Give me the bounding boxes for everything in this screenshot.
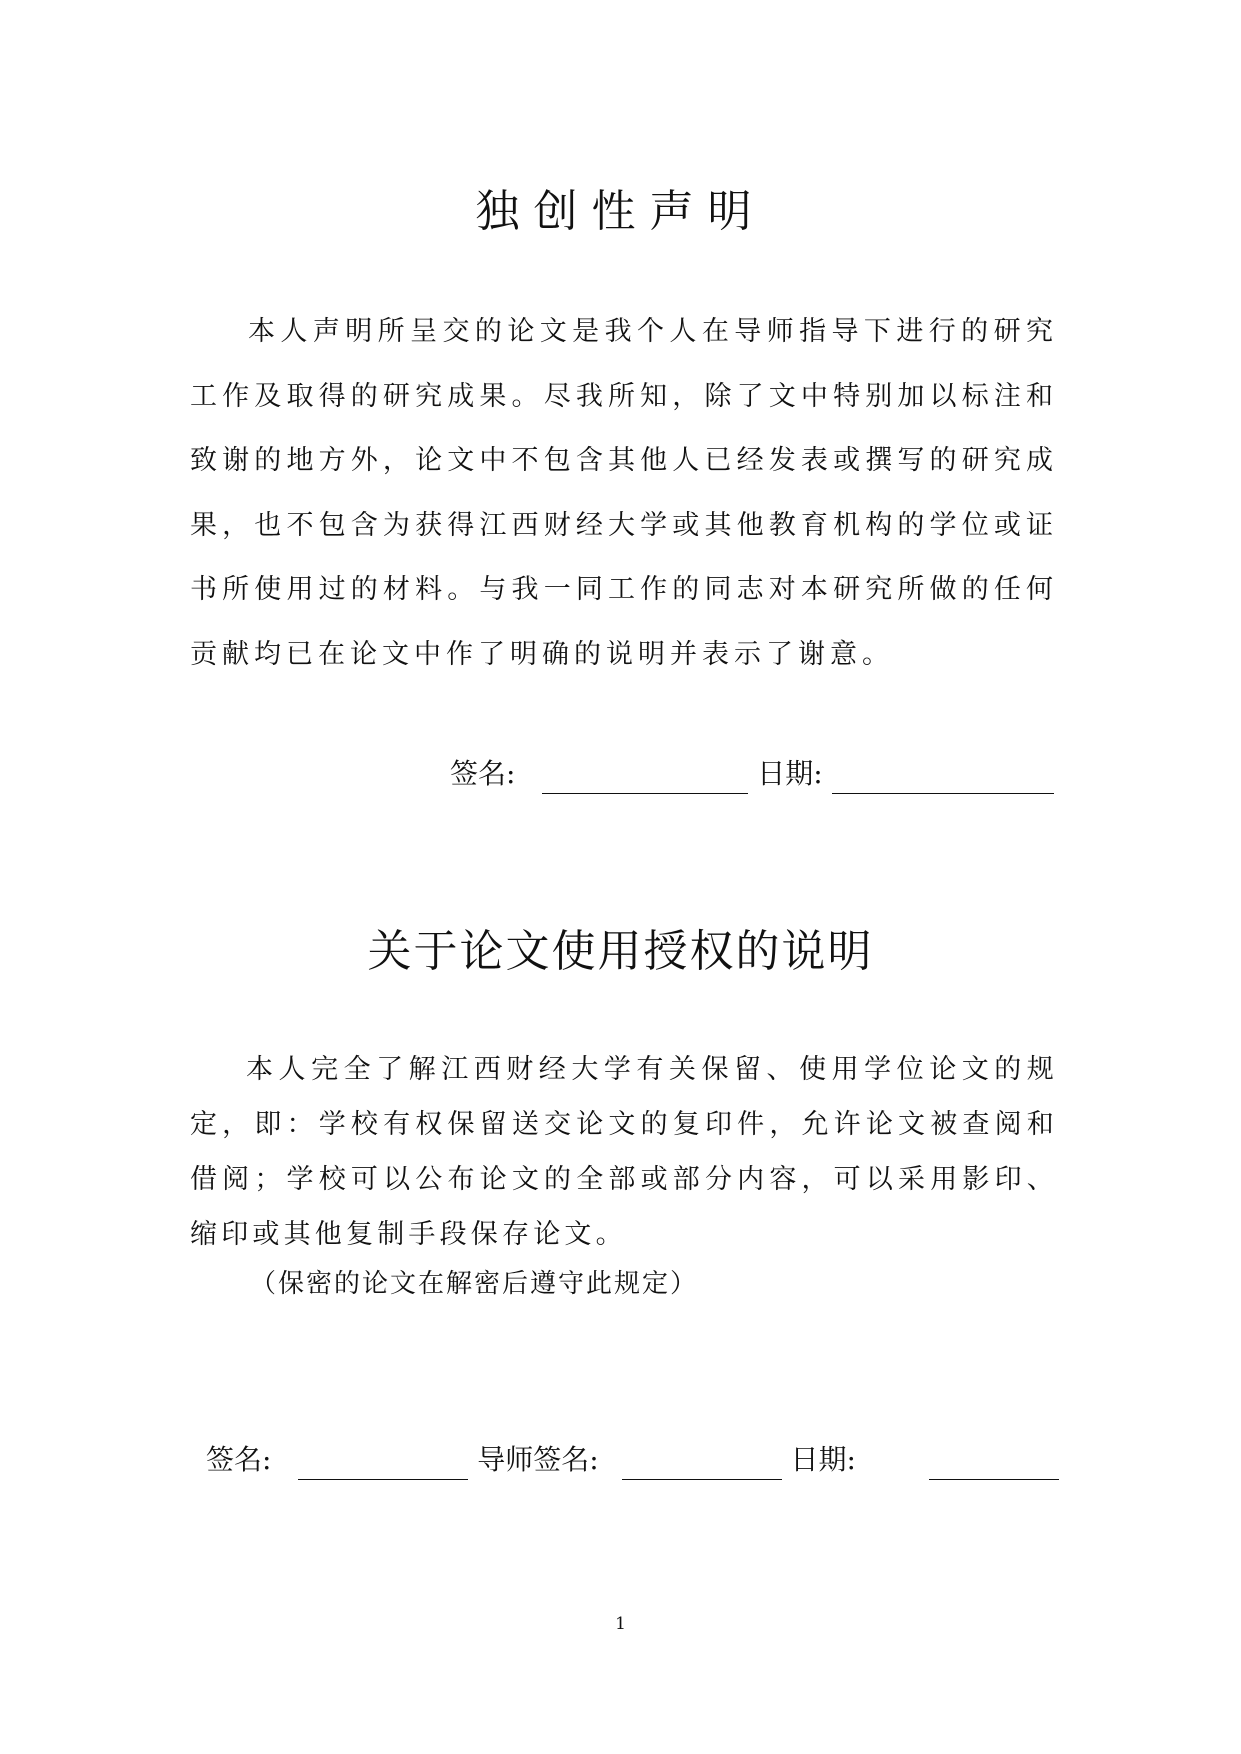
declaration-signature-row xyxy=(450,754,1054,794)
authorization-body: 本人完全了解江西财经大学有关保留、使用学位论文的规定，即：学校有权保留送交论文的复印件，允许论文被查阅和借阅；学校可以公布论文的全部或部分内容，可以采用影印、缩印或其他复制手段保存论文。 xyxy=(190,1054,1058,1250)
authorization-signature-line[interactable] xyxy=(298,1449,468,1480)
declaration-title: 独创性声明 xyxy=(475,186,766,237)
page-number: 1 xyxy=(615,1614,626,1634)
declaration-signature-line[interactable] xyxy=(542,763,748,794)
declaration-signature-label: 签名: xyxy=(450,757,516,790)
declaration-date-label: 日期: xyxy=(757,757,823,790)
authorization-signature-label: 签名: xyxy=(206,1443,272,1476)
declaration-body: 本人声明所呈交的论文是我个人在导师指导下进行的研究工作及取得的研究成果。尽我所知，除了文中特别加以标注和致谢的地方外，论文中不包含其他人已经发表或撰写的研究成果，也不包含为获得江西财经大学或其他教育机构的学位或证书所使用过的材料。与我一同工作的同志对本研究所做的任何贡献均已在论文中作了明确的说明并表示了谢意。 xyxy=(190,316,1058,670)
authorization-title: 关于论文使用授权的说明 xyxy=(367,926,874,977)
supervisor-signature-line[interactable] xyxy=(622,1449,782,1480)
declaration-date-line[interactable] xyxy=(832,763,1054,794)
authorization-signature-row xyxy=(206,1440,1059,1480)
confidential-note: （保密的论文在解密后遵守此规定） xyxy=(250,1269,699,1299)
supervisor-signature-label: 导师签名: xyxy=(477,1443,599,1476)
authorization-date-line[interactable] xyxy=(929,1449,1059,1480)
authorization-date-label: 日期: xyxy=(790,1443,856,1476)
